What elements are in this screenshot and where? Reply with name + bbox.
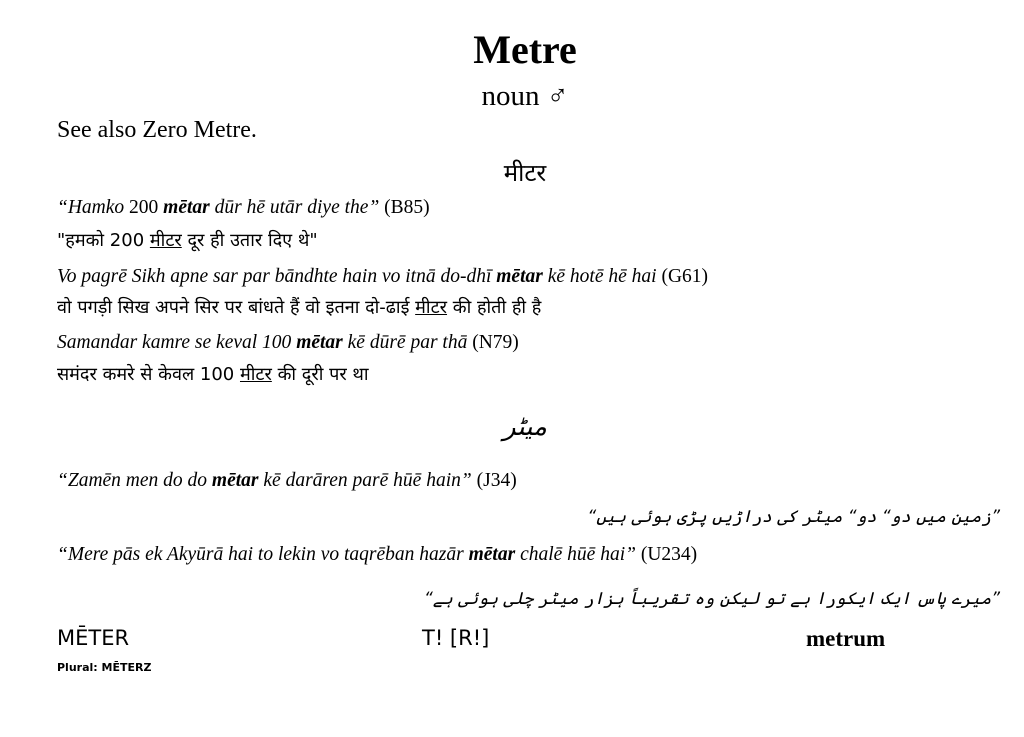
example-hindi: समंदर कमरे से केवल 100 मीटर की दूरी पर था — [57, 364, 369, 385]
example-roman: “Hamko 200 mētar dūr hē utār diye the” (B85) — [57, 197, 430, 218]
etymology: metrum — [806, 626, 886, 651]
example-roman: “Zamēn men do do mētar kē darāren parē hūē hain” (J34) — [57, 470, 517, 491]
example-urdu: ”میرے پاس ایک ایکورا ہے تو لیکن وہ تقریباً ہزار میٹر چلی ہوئی ہے“ — [424, 589, 1000, 609]
lemma: MĒTER — [57, 626, 130, 650]
urdu-heading: میٹر — [503, 412, 547, 442]
example-roman: Vo pagrē Sikh apne sar par bāndhte hain vo itnā do-dhī mētar kē hotē hē hai (G61) — [57, 266, 709, 287]
example-roman: “Mere pās ek Akyūrā hai to lekin vo taqrēban hazār mētar chalē hūē hai” (U234) — [57, 544, 698, 565]
entry-title: Metre — [473, 27, 577, 72]
plural: Plural: MĒTERZ — [57, 661, 152, 674]
see-also: See also Zero Metre. — [57, 117, 257, 143]
hindi-heading: मीटर — [503, 159, 547, 187]
example-roman: Samandar kamre se keval 100 mētar kē dūrē par thā (N79) — [57, 332, 519, 353]
pronunciation: T! [R!] — [422, 626, 490, 650]
example-hindi: "हमको 200 मीटर दूर ही उतार दिए थे" — [57, 230, 318, 251]
example-urdu: ”زمین میں دو“ دو“ میٹر کی دراڑیں پڑی ہوئی ہیں“ — [587, 507, 1000, 527]
part-of-speech: noun ♂ — [481, 80, 569, 112]
example-hindi: वो पगड़ी सिख अपने सिर पर बांधते हैं वो इतना दो-ढाई मीटर की होती ही है — [57, 297, 542, 318]
